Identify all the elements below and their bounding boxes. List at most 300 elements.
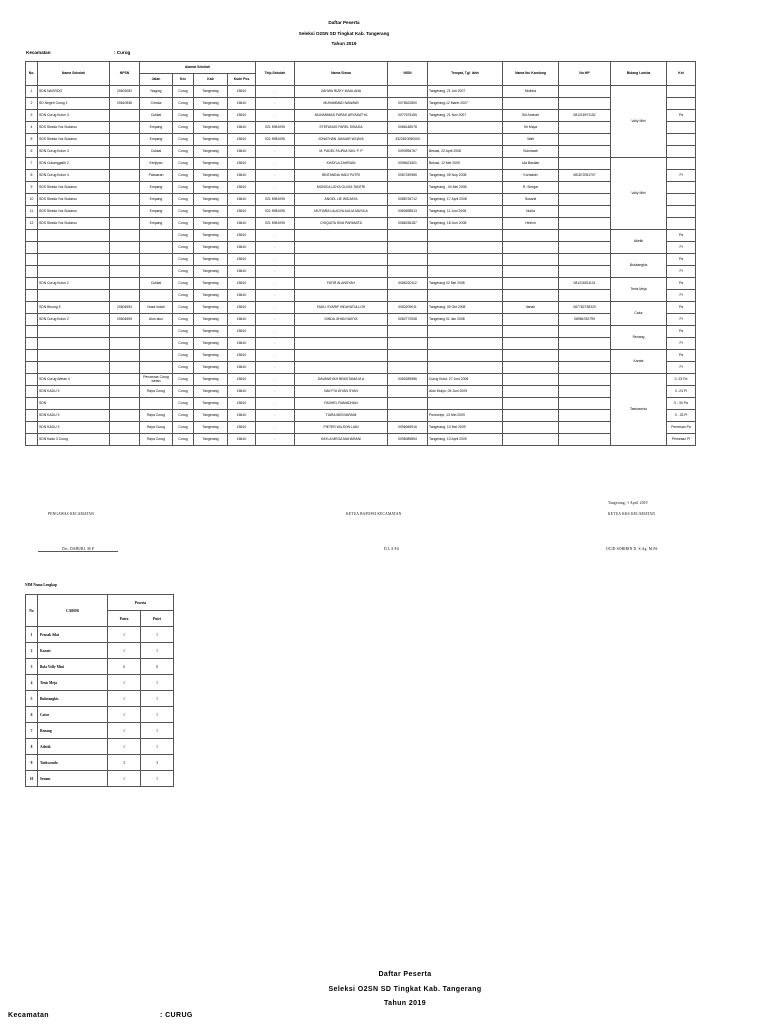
table-row: [26, 206, 696, 218]
cell-nisn: [388, 326, 428, 338]
header-npsn: NPSN: [110, 62, 140, 86]
cell-jalan: [140, 254, 173, 266]
cell-npsn: [110, 218, 140, 230]
cell-row-no: 2: [26, 98, 38, 110]
recap-cabor: Pencak Silat: [38, 627, 108, 643]
cell-school-name: SDN Curug Kulon 3: [38, 110, 110, 122]
cell-ket: Pa: [667, 278, 696, 290]
cell-row-no: [26, 422, 38, 434]
cell-row-no: [26, 266, 38, 278]
cell-mother-name: Sulshwati: [503, 146, 559, 158]
cell-mother-name: [503, 254, 559, 266]
recap-putri: 1: [141, 707, 174, 723]
cell-npsn: [110, 170, 140, 182]
cell-kecamatan: Curug: [173, 410, 194, 422]
cell-mother-name: Nurila: [503, 206, 559, 218]
cell-row-no: 7: [26, 158, 38, 170]
cell-nisn: 0076622800: [388, 98, 428, 110]
cell-birth: [428, 350, 503, 362]
recap-row: [26, 707, 174, 723]
cell-bidang-lomba: Bulutangkis: [611, 254, 667, 278]
cell-telp: -: [256, 278, 295, 290]
cell-birth: Tangerang, 21 Juli 2007: [428, 86, 503, 98]
cell-student-name: NAVYTA DIYAN SYAH: [295, 386, 388, 398]
signature-mid-title: KETUA BAPOPSI KECAMATAN: [346, 512, 402, 516]
cell-bidang-lomba: Karate: [611, 350, 667, 374]
cell-student-name: MONICA LIDYA OLIVIA TANTRI: [295, 182, 388, 194]
cell-ket: [667, 218, 696, 230]
cell-ket: Pemesan Pi: [667, 434, 696, 446]
cell-npsn: [110, 134, 140, 146]
cell-kecamatan: Curug: [173, 266, 194, 278]
cell-student-name: ZAHWA RIZKY MAULANA: [295, 86, 388, 98]
cell-birth: Purworejo, 13 Mei 2009: [428, 410, 503, 422]
cell-school-name: [38, 266, 110, 278]
cell-school-name: SDN KADU 3: [38, 422, 110, 434]
cell-ket: [667, 182, 696, 194]
table-row: [26, 146, 696, 158]
cell-ket: Pi: [667, 266, 696, 278]
cell-jalan: Cukkal: [140, 278, 173, 290]
cell-nisn: 0088726712: [388, 194, 428, 206]
cell-row-no: [26, 362, 38, 374]
cell-ket: [667, 98, 696, 110]
cell-student-name: MUHAMMAD NAWAWI: [295, 98, 388, 110]
cell-kabupaten: Tangerang: [194, 98, 228, 110]
table-row: [26, 398, 696, 410]
header-nama-sekolah: Nama Sekolah: [38, 62, 110, 86]
page-subtitle: Seleksi O2SN SD Tingkat Kab. Tangerang: [298, 31, 390, 36]
cell-jalan: Alun alun: [140, 314, 173, 326]
cell-telp: -: [256, 434, 295, 446]
cell-nisn: 0077675165: [388, 110, 428, 122]
cell-kabupaten: Tangerang: [194, 350, 228, 362]
header-bidang: Bidang Lomba: [611, 62, 667, 86]
cell-student-name: CHIQUITA SIVA PARAMITA: [295, 218, 388, 230]
cell-birth: [428, 230, 503, 242]
cell-kecamatan: Curug: [173, 182, 194, 194]
cell-birth: [428, 338, 503, 350]
cell-school-name: SDN NAGROG: [38, 86, 110, 98]
footer-kecamatan-label: Kecamatan: [8, 1012, 49, 1019]
cell-jalan: Empang: [140, 134, 173, 146]
cell-school-name: SDS Strada Yos Sudarso: [38, 122, 110, 134]
cell-phone: [559, 86, 611, 98]
cell-npsn: [110, 230, 140, 242]
cell-kode-pos: 15810: [228, 218, 256, 230]
cell-school-name: SDN Curug Kulon 4: [38, 170, 110, 182]
header-jalan: Jalan: [140, 74, 173, 86]
cell-phone: [559, 146, 611, 158]
cell-school-name: SDN Binong 5: [38, 302, 110, 314]
cell-bidang-lomba: Atletik: [611, 230, 667, 254]
recap-putra: 1: [108, 739, 141, 755]
table-row: [26, 266, 696, 278]
header-no: No.: [26, 62, 38, 86]
cell-nisn: 0066148078: [388, 122, 428, 134]
cell-npsn: [110, 254, 140, 266]
recap-no: 5: [26, 691, 38, 707]
recap-putra: 1: [108, 627, 141, 643]
cell-nisn: 0083209011: [388, 302, 428, 314]
cell-student-name: TIARA MEDVARANI: [295, 410, 388, 422]
header-telp: Telp.Sekolah: [256, 62, 295, 86]
cell-birth: [428, 254, 503, 266]
recap-putri: 1: [141, 739, 174, 755]
cell-student-name: MUTIARA LALIDYA AULIA MUSILA: [295, 206, 388, 218]
cell-kode-pos: 15810: [228, 374, 256, 386]
cell-kecamatan: Curug: [173, 398, 194, 410]
cell-jalan: [140, 398, 173, 410]
cell-student-name: JONATHAN JANUAR WIJAYA: [295, 134, 388, 146]
table-row: [26, 218, 696, 230]
recap-putri: 3: [141, 755, 174, 771]
table-row: [26, 314, 696, 326]
cell-school-name: SDS Strada Yos Sudarso: [38, 194, 110, 206]
cell-kecamatan: Curug: [173, 350, 194, 362]
cell-school-name: [38, 290, 110, 302]
cell-kecamatan: Curug: [173, 242, 194, 254]
recap-row: [26, 755, 174, 771]
cell-kecamatan: Curug: [173, 170, 194, 182]
header-hp: No.HP: [559, 62, 611, 86]
cell-kecamatan: Curug: [173, 122, 194, 134]
cell-school-name: SD Negeri Curug 1: [38, 98, 110, 110]
recap-row: [26, 723, 174, 739]
cell-telp: -: [256, 242, 295, 254]
cell-npsn: [110, 350, 140, 362]
cell-birth: [428, 326, 503, 338]
kecamatan-label: Kecamatan: [26, 50, 51, 55]
cell-school-name: SDN Cukanggalih 2: [38, 158, 110, 170]
recap-row: [26, 659, 174, 675]
table-row: [26, 386, 696, 398]
cell-student-name: FADHEL RAMADHAN: [295, 398, 388, 410]
cell-nisn: [388, 290, 428, 302]
cell-kecamatan: Curug: [173, 302, 194, 314]
table-row: [26, 194, 696, 206]
signature-right-title: KETUA KKS KECAMATAN: [608, 512, 656, 516]
recap-putri: 1: [141, 691, 174, 707]
table-row: [26, 122, 696, 134]
cell-kode-pos: 15810: [228, 254, 256, 266]
cell-mother-name: Ilanah: [503, 302, 559, 314]
cell-kabupaten: Tangerang: [194, 230, 228, 242]
cell-student-name: MUHAMMAD FARAS ARYASATYA: [295, 110, 388, 122]
cell-kecamatan: Curug: [173, 110, 194, 122]
table-row: [26, 338, 696, 350]
cell-kecamatan: Curug: [173, 278, 194, 290]
cell-kabupaten: Tangerang: [194, 158, 228, 170]
cell-phone: [559, 218, 611, 230]
cell-school-name: [38, 230, 110, 242]
cell-ket: [667, 134, 696, 146]
cell-student-name: [295, 230, 388, 242]
cell-telp: -: [256, 230, 295, 242]
cell-kode-pos: 15810: [228, 158, 256, 170]
cell-kode-pos: 15810: [228, 206, 256, 218]
participant-table: [25, 61, 696, 446]
cell-kecamatan: Curug: [173, 434, 194, 446]
cell-mother-name: Mufrina: [503, 86, 559, 98]
cell-kabupaten: Tangerang: [194, 374, 228, 386]
cell-row-no: [26, 254, 38, 266]
cell-kode-pos: 15810: [228, 98, 256, 110]
cell-school-name: SDN Curug Kulon 2: [38, 314, 110, 326]
cell-birth: [428, 266, 503, 278]
cell-bidang-lomba: Volly Mini: [611, 158, 667, 230]
recap-no: 10: [26, 771, 38, 787]
cell-npsn: 20610536: [110, 98, 140, 110]
signature-mid-name: D.L S.Pd: [384, 547, 399, 551]
cell-kabupaten: Tangerang: [194, 302, 228, 314]
table-row: [26, 182, 696, 194]
cell-school-name: SDS Strada Yos Sudarso: [38, 218, 110, 230]
cell-phone: [559, 254, 611, 266]
cell-birth: Tangerang,12 Maret 2007: [428, 98, 503, 110]
cell-kode-pos: 15810: [228, 386, 256, 398]
cell-mother-name: [503, 98, 559, 110]
cell-npsn: [110, 242, 140, 254]
cell-mother-name: [503, 410, 559, 422]
cell-kabupaten: Tangerang: [194, 182, 228, 194]
cell-mother-name: [503, 290, 559, 302]
cell-mother-name: [503, 350, 559, 362]
cell-mother-name: [503, 242, 559, 254]
cell-mother-name: [503, 434, 559, 446]
cell-telp: -: [256, 302, 295, 314]
recap-putra: 1: [108, 691, 141, 707]
cell-telp: -: [256, 362, 295, 374]
recap-putri: 1: [141, 723, 174, 739]
cell-phone: 081216911101: [559, 278, 611, 290]
cell-ket: Pi: [667, 362, 696, 374]
cell-telp: -: [256, 158, 295, 170]
cell-jalan: Empang: [140, 206, 173, 218]
cell-kode-pos: 15810: [228, 170, 256, 182]
cell-nisn: [388, 338, 428, 350]
cell-npsn: 20603052: [110, 86, 140, 98]
cell-row-no: 1: [26, 86, 38, 98]
recap-putra: 1: [108, 771, 141, 787]
recap-header-no: No: [26, 595, 38, 627]
cell-jalan: Raya Curug: [140, 386, 173, 398]
cell-row-no: 6: [26, 146, 38, 158]
cell-nisn: 0087249985: [388, 170, 428, 182]
cell-kabupaten: Tangerang: [194, 266, 228, 278]
cell-student-name: [295, 242, 388, 254]
cell-student-name: PIETER WILSON LIAN: [295, 422, 388, 434]
cell-phone: [559, 98, 611, 110]
cell-npsn: [110, 206, 140, 218]
cell-kabupaten: Tangerang: [194, 122, 228, 134]
cell-phone: [559, 350, 611, 362]
cell-npsn: [110, 122, 140, 134]
cell-phone: [559, 230, 611, 242]
cell-kode-pos: 15810: [228, 410, 256, 422]
cell-nisn: 3322810050000: [388, 134, 428, 146]
recap-putri: 1: [141, 643, 174, 659]
cell-row-no: [26, 314, 38, 326]
table-row: [26, 254, 696, 266]
cell-telp: -: [256, 410, 295, 422]
cell-mother-name: R. Siregar: [503, 182, 559, 194]
cell-phone: [559, 194, 611, 206]
table-row: [26, 302, 696, 314]
cell-phone: [559, 410, 611, 422]
cell-kode-pos: 15810: [228, 278, 256, 290]
recap-row: [26, 739, 174, 755]
cell-student-name: [295, 254, 388, 266]
cell-school-name: [38, 338, 110, 350]
cell-telp: -: [256, 374, 295, 386]
cell-kecamatan: Curug: [173, 98, 194, 110]
recap-table: [25, 594, 174, 787]
cell-nisn: 0086236187: [388, 218, 428, 230]
cell-birth: Tangerang, 21 Nov 2007: [428, 110, 503, 122]
cell-birth: Tangerang, 10 Mei 2009: [428, 422, 503, 434]
cell-birth: [428, 398, 503, 410]
cell-kode-pos: 15810: [228, 266, 256, 278]
cell-kecamatan: Curug: [173, 386, 194, 398]
cell-student-name: BINTANINA HADI PUTRI: [295, 170, 388, 182]
cell-kecamatan: Curug: [173, 362, 194, 374]
cell-telp: -: [256, 182, 295, 194]
cell-telp: 021 5981095: [256, 134, 295, 146]
cell-school-name: SDN: [38, 398, 110, 410]
cell-jalan: [140, 338, 173, 350]
cell-bidang-lomba: Renang: [611, 326, 667, 350]
cell-school-name: SDS Strada Yos Sudarso: [38, 206, 110, 218]
cell-kode-pos: 15810: [228, 398, 256, 410]
cell-student-name: [295, 290, 388, 302]
cell-row-no: [26, 350, 38, 362]
cell-student-name: [295, 362, 388, 374]
cell-jalan: Empang: [140, 194, 173, 206]
cell-kecamatan: Curug: [173, 254, 194, 266]
recap-putra: 1: [108, 723, 141, 739]
cell-ket: 0 -23 Pi: [667, 386, 696, 398]
cell-kecamatan: Curug: [173, 422, 194, 434]
cell-npsn: [110, 182, 140, 194]
cell-jalan: Raya Curug: [140, 410, 173, 422]
cell-kecamatan: Curug: [173, 374, 194, 386]
cell-ket: Pa: [667, 254, 696, 266]
cell-school-name: SDS Strada Yos Sudarso: [38, 182, 110, 194]
cell-kabupaten: Tangerang: [194, 326, 228, 338]
cell-phone: 081216971152: [559, 110, 611, 122]
cell-row-no: 12: [26, 218, 38, 230]
cell-nisn: [388, 86, 428, 98]
table-row: [26, 278, 696, 290]
cell-ket: [667, 146, 696, 158]
cell-bidang-lomba: Catur: [611, 302, 667, 326]
cell-row-no: [26, 338, 38, 350]
header-kab: Kab: [194, 74, 228, 86]
cell-ket: Pa: [667, 350, 696, 362]
table-row: [26, 374, 696, 386]
cell-nisn: 0096089854: [388, 434, 428, 446]
cell-school-name: SDN KADU 3: [38, 410, 110, 422]
cell-birth: [428, 122, 503, 134]
cell-ket: Pa: [667, 230, 696, 242]
cell-row-no: [26, 398, 38, 410]
cell-npsn: [110, 338, 140, 350]
recap-putra: 6: [108, 659, 141, 675]
cell-npsn: [110, 326, 140, 338]
recap-header-peserta: Peserta: [108, 595, 174, 611]
cell-nisn: [388, 386, 428, 398]
recap-putri: 6: [141, 659, 174, 675]
cell-kecamatan: Curug: [173, 206, 194, 218]
cell-ket: Pi: [667, 170, 696, 182]
cell-row-no: [26, 302, 38, 314]
cell-npsn: [110, 266, 140, 278]
cell-row-no: 3: [26, 110, 38, 122]
header-ttl: Tempat, Tgl. lahir: [428, 62, 503, 86]
cell-phone: [559, 134, 611, 146]
cell-mother-name: Wati: [503, 134, 559, 146]
cell-kabupaten: Tangerang: [194, 314, 228, 326]
cell-student-name: [295, 266, 388, 278]
cell-jalan: Nusa Indah: [140, 302, 173, 314]
recap-no: 9: [26, 755, 38, 771]
cell-student-name: DAVANSYAH BRASTAMA M.A: [295, 374, 388, 386]
cell-jalan: Empang: [140, 182, 173, 194]
cell-school-name: [38, 254, 110, 266]
cell-telp: -: [256, 110, 295, 122]
cell-ket: [667, 158, 696, 170]
cell-mother-name: Kurniasih: [503, 170, 559, 182]
cell-nisn: [388, 182, 428, 194]
table-row: [26, 434, 696, 446]
cell-kecamatan: Curug: [173, 86, 194, 98]
cell-row-no: [26, 290, 38, 302]
recap-cabor: Taekwondo: [38, 755, 108, 771]
recap-cabor: Atletik: [38, 739, 108, 755]
cell-ket: Pi: [667, 290, 696, 302]
cell-student-name: M. FADEL FAJRULYAN. P. P: [295, 146, 388, 158]
cell-kecamatan: Curug: [173, 194, 194, 206]
cell-mother-name: [503, 230, 559, 242]
cell-kode-pos: 15810: [228, 350, 256, 362]
recap-cabor: Bola Volly Mini: [38, 659, 108, 675]
cell-phone: 087782738320: [559, 302, 611, 314]
cell-phone: [559, 386, 611, 398]
cell-npsn: [110, 386, 140, 398]
footer-subtitle: Seleksi O2SN SD Tingkat Kab. Tangerang: [328, 986, 482, 993]
cell-phone: 08966782799: [559, 314, 611, 326]
cell-ket: Pa: [667, 110, 696, 122]
cell-student-name: FADLI SYARIF HIDAYATULLOH: [295, 302, 388, 314]
recap-cabor: Karate: [38, 643, 108, 659]
cell-jalan: [140, 266, 173, 278]
cell-mother-name: [503, 422, 559, 434]
cell-birth: Bekasi, 12 Mei 2009: [428, 158, 503, 170]
cell-npsn: [110, 278, 140, 290]
cell-kode-pos: 15810: [228, 314, 256, 326]
cell-telp: 021 5981095: [256, 218, 295, 230]
cell-telp: 021 5981095: [256, 194, 295, 206]
cell-jalan: Cukkal: [140, 146, 173, 158]
cell-kabupaten: Tangerang: [194, 278, 228, 290]
cell-jalan: Kenjiyan: [140, 158, 173, 170]
cell-phone: [559, 206, 611, 218]
cell-ket: [667, 206, 696, 218]
cell-kabupaten: Tangerang: [194, 386, 228, 398]
table-row: [26, 350, 696, 362]
table-row: [26, 230, 696, 242]
